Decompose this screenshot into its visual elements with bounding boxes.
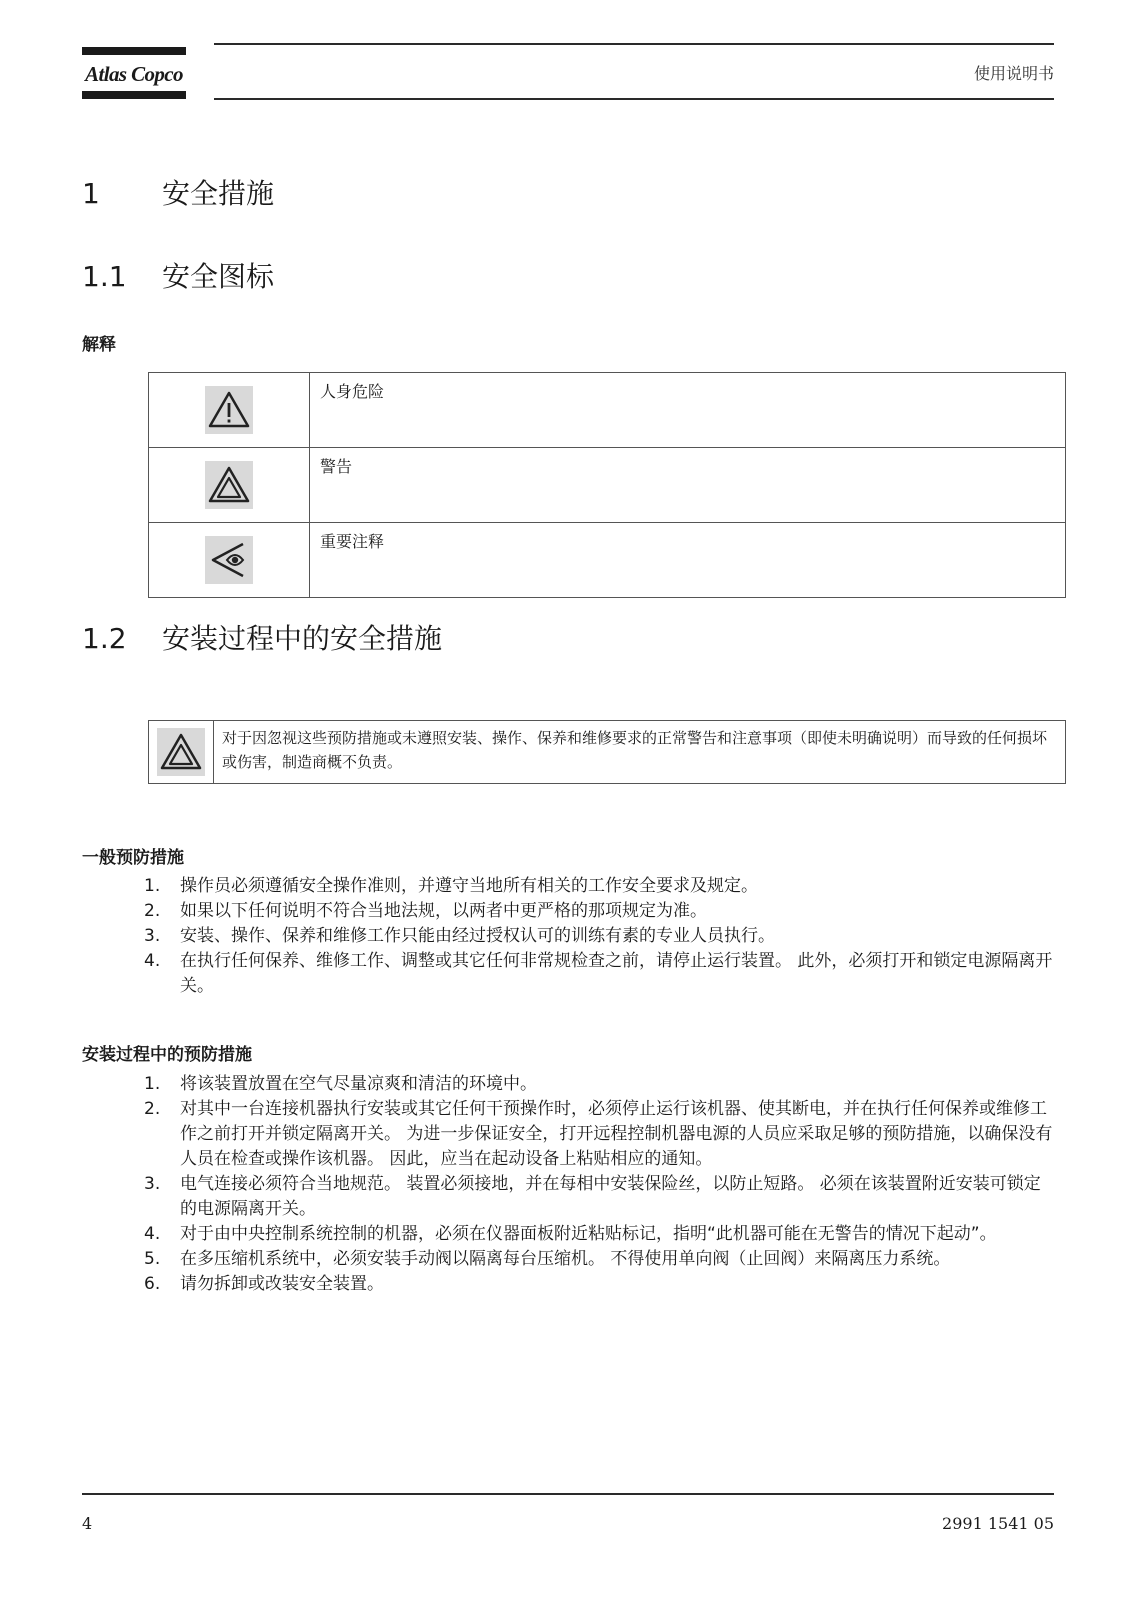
section-number: 1.2 [82,622,127,655]
installation-precautions-list [144,1072,1054,1297]
footer-rule [82,1493,1054,1495]
atlas-copco-logo [82,47,186,99]
explanation-subheading: 解释 [82,335,116,355]
list-item: 1. 操作员必须遵循安全操作准则，并遵守当地所有相关的工作安全要求及规定。 [144,876,758,896]
logo-bar-top [82,47,186,55]
section-title: 安全措施 [162,177,275,210]
list-item: 5. 在多压缩机系统中，必须安装手动阀以隔离每台压缩机。 不得使用单向阀（止回阀）来隔离压力系统。 [144,1249,951,1269]
icon-description: 重要注释 [310,523,1066,598]
general-precautions-list [144,874,1054,999]
section-title: 安装过程中的安全措施 [162,622,443,655]
list-item: 2. 对其中一台连接机器执行安装或其它任何干预操作时，必须停止运行该机器、使其断电，并在执行任何保养或维修工作之前打开并锁定隔离开关。 为进一步保证安全，打开远程控制机器电源的人员应采取足够的预防措施，以确保没有人员在检查或操作该机器。 因此，应当在起动设备上粘贴相应的通知。 [144,1099,1053,1169]
section-number: 1 [82,177,100,210]
general-precautions-heading: 一般预防措施 [82,848,184,868]
warning-icon [157,728,205,776]
section-1-heading [82,172,274,212]
safety-icons-table [148,372,1066,598]
icon-description: 人身危险 [310,373,1066,448]
list-item: 2. 如果以下任何说明不符合当地法规，以两者中更严格的那项规定为准。 [144,901,707,921]
icon-description: 警告 [310,448,1066,523]
section-1-1-heading [82,255,274,295]
section-1-2-heading [82,617,442,657]
warning-box [148,720,1066,784]
table-row [149,373,1066,448]
logo-text: Atlas Copco [85,62,183,86]
list-item: 3. 安装、操作、保养和维修工作只能由经过授权认可的训练有素的专业人员执行。 [144,926,775,946]
list-item: 3. 电气连接必须符合当地规范。 装置必须接地，并在每相中安装保险丝，以防止短路。 必须在该装置附近安装可锁定的电源隔离开关。 [144,1174,1041,1219]
header-rule-bottom [214,98,1054,100]
list-item: 4. 对于由中央控制系统控制的机器，必须在仪器面板附近粘贴标记，指明“此机器可能在无警告的情况下起动”。 [144,1224,997,1244]
important-note-icon [205,536,253,584]
document-title: 使用说明书 [973,64,1054,83]
personal-danger-icon [205,386,253,434]
warning-icon [205,461,253,509]
header-rule-top [214,43,1054,45]
installation-precautions-heading: 安装过程中的预防措施 [82,1045,252,1065]
table-row [149,523,1066,598]
list-item: 4. 在执行任何保养、维修工作、调整或其它任何非常规检查之前，请停止运行装置。 此外，必须打开和锁定电源隔离开关。 [144,951,1053,996]
page-number: 4 [82,1514,93,1533]
list-item: 1. 将该装置放置在空气尽量凉爽和清洁的环境中。 [144,1074,537,1094]
logo-bar-bottom [82,91,186,99]
warning-text: 对于因忽视这些预防措施或未遵照安装、操作、保养和维修要求的正常警告和注意事项（即使未明确说明）而导致的任何损坏或伤害，制造商概不负责。 [214,721,1066,784]
list-item: 6. 请勿拆卸或改装安全装置。 [144,1274,384,1294]
table-row [149,448,1066,523]
section-number: 1.1 [82,260,127,293]
document-code: 2991 1541 05 [942,1514,1054,1533]
section-title: 安全图标 [162,260,275,293]
